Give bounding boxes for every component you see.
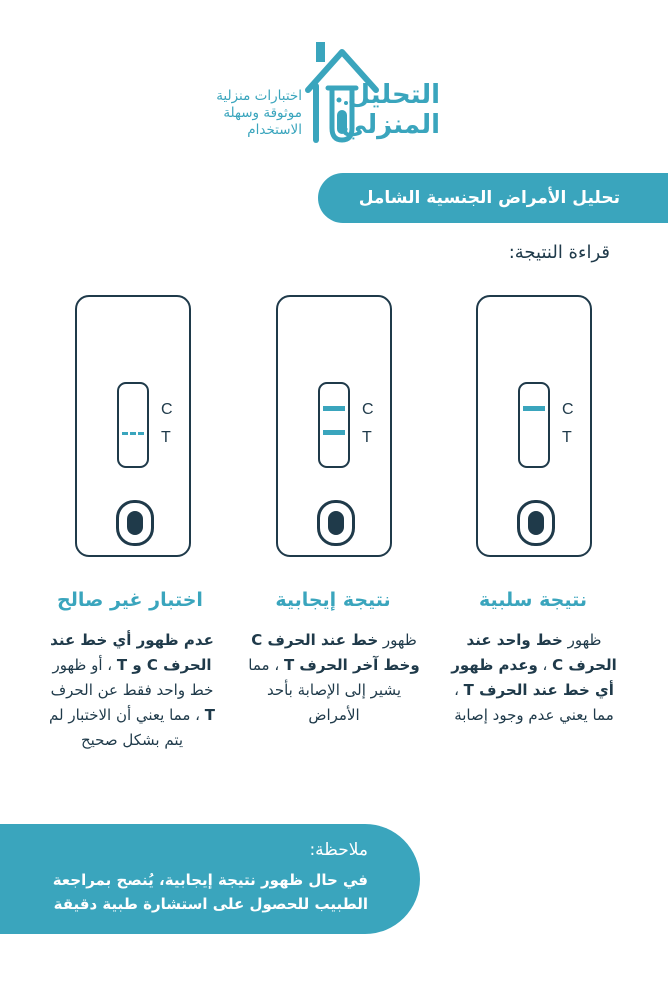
result-title-positive: نتيجة إيجابية [275, 589, 391, 611]
title-banner [318, 173, 668, 223]
logo-name-line-2: المنزلي [341, 110, 440, 140]
tagline-line-2: موثوقة وسهلة [223, 105, 302, 121]
note-text [48, 868, 368, 916]
faint-test-line [122, 432, 144, 438]
tagline-line-1: اختبارات منزلية [216, 88, 302, 104]
sample-well [116, 500, 154, 546]
sample-well [517, 500, 555, 546]
logo-name-line-1: التحليل [347, 80, 440, 110]
logo-name [341, 80, 440, 140]
t-marker: T [562, 429, 572, 446]
logo-tagline [190, 88, 302, 139]
result-desc-invalid: عدم ظهور أي خط عند الحرف C و T ، أو ظهور خط واحد فقط عن الحرف T ، مما يعني أن الاختبار لم يتم بشكل صحيح [49, 631, 215, 749]
control-line [323, 406, 345, 411]
test-card-negative [476, 295, 592, 557]
test-line [323, 430, 345, 435]
result-window [318, 382, 350, 468]
result-title-invalid: اختبار غير صالح [57, 589, 203, 611]
t-marker: T [161, 429, 171, 446]
tagline-line-3: الاستخدام [247, 122, 302, 138]
c-marker: C [362, 401, 374, 418]
note-line-2: الطبيب للحصول على استشارة طبية دقيقة [53, 895, 368, 913]
test-card-positive [276, 295, 392, 557]
note-line-1: في حال ظهور نتيجة إيجابية، يُنصح بمراجعة [52, 871, 368, 889]
result-window [518, 382, 550, 468]
note-box [0, 824, 420, 934]
result-window [117, 382, 149, 468]
test-card-invalid [75, 295, 191, 557]
c-marker: C [562, 401, 574, 418]
brand-logo [190, 40, 450, 160]
result-title-negative: نتيجة سلبية [479, 589, 587, 611]
result-desc-positive: ظهور خط عند الحرف C وخط آخر الحرف T ، مما يشير إلى الإصابة بأحد الأمراض [248, 631, 420, 724]
c-marker: C [161, 401, 173, 418]
result-desc-negative: ظهور خط واحد عند الحرف C ، وعدم ظهور أي خط عند الحرف T ، مما يعني عدم وجود إصابة [451, 631, 617, 724]
page-title: تحليل الأمراض الجنسية الشامل [358, 188, 620, 208]
note-label: ملاحظة: [309, 840, 368, 860]
reading-label: قراءة النتيجة: [508, 242, 610, 263]
t-marker: T [362, 429, 372, 446]
sample-well [317, 500, 355, 546]
control-line [523, 406, 545, 411]
